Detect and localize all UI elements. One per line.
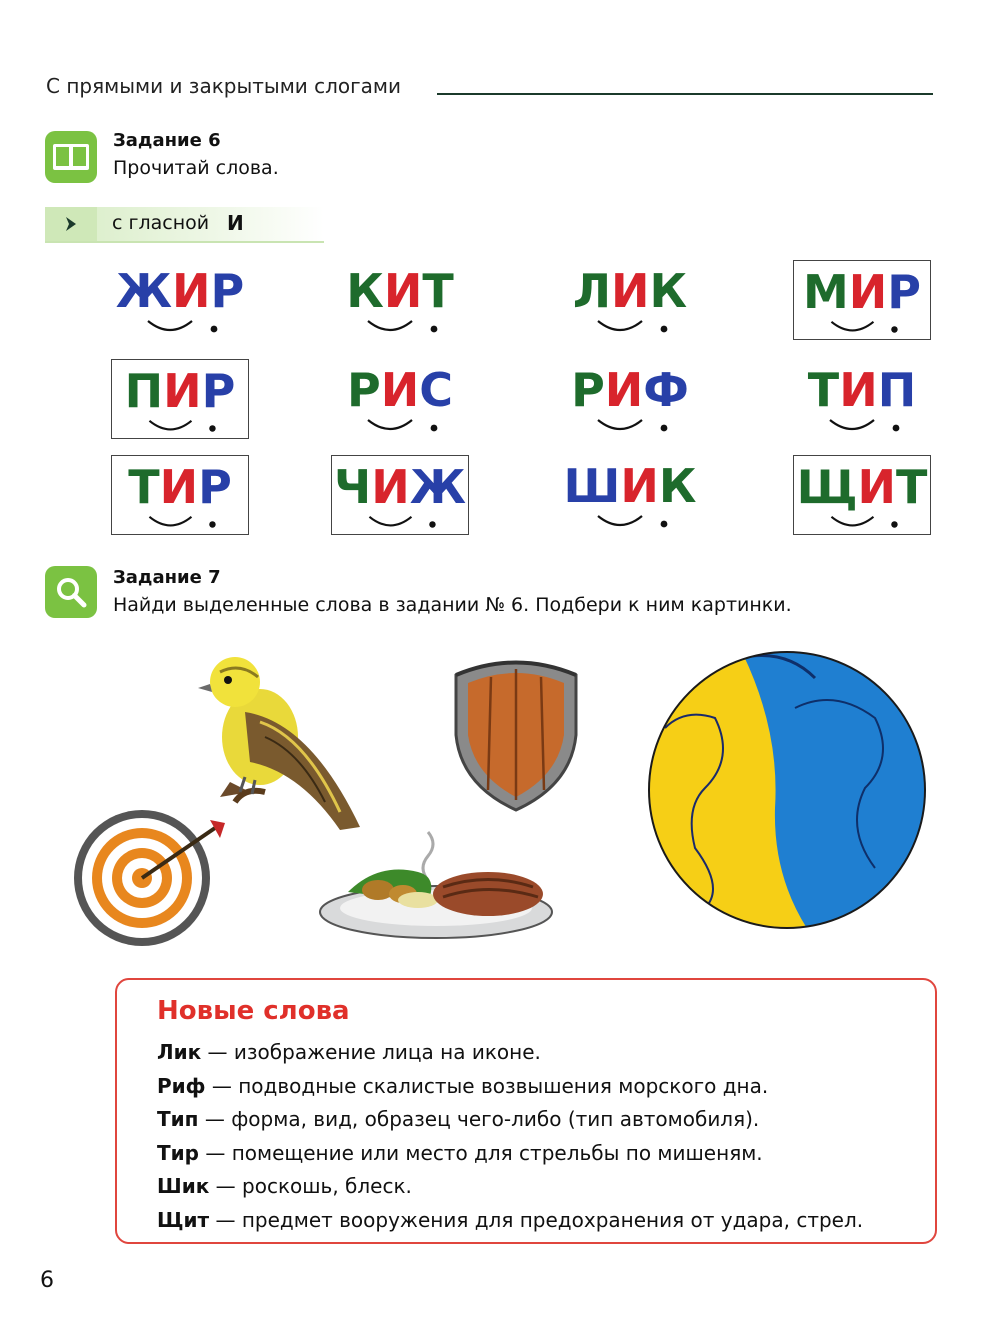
consonant-dot — [209, 521, 215, 527]
word-card-12 — [793, 455, 931, 535]
syllable-arc — [598, 516, 642, 525]
word-letter: И — [857, 460, 897, 514]
definition-text: — подводные скалистые возвышения морского дна. — [205, 1073, 769, 1098]
definition-term: Шик — [157, 1174, 210, 1198]
word-letter: И — [620, 459, 659, 513]
word-letter: Ш — [563, 459, 621, 513]
new-words-title: Новые слова — [157, 996, 350, 1026]
syllable-marks — [350, 513, 450, 534]
word-card-2 — [331, 260, 469, 340]
word-letter: Т — [422, 264, 454, 318]
task7-title: Задание 7 — [113, 567, 221, 588]
syllable-marks — [580, 416, 680, 438]
word-letters — [808, 364, 916, 416]
definition-text: — помещение или место для стрельбы по мишеням. — [198, 1140, 763, 1165]
definition-row — [157, 1174, 412, 1198]
vowel-letter: И — [227, 211, 244, 235]
word-letter: Р — [201, 364, 236, 418]
syllable-arc — [368, 420, 412, 429]
consonant-dot — [891, 521, 897, 527]
word-letter: И — [604, 363, 644, 417]
word-letters — [803, 266, 921, 318]
consonant-dot — [661, 425, 668, 432]
shield-illustration[interactable] — [446, 655, 586, 815]
word-letter: И — [163, 364, 202, 418]
consonant-dot — [429, 521, 435, 527]
word-letter: И — [383, 264, 423, 318]
word-letters — [571, 364, 689, 416]
word-letters — [346, 265, 454, 317]
syllable-arc — [831, 322, 873, 331]
definition-text: — форма, вид, образец чего-либо (тип автомобиля). — [198, 1107, 760, 1131]
word-letter: И — [839, 363, 878, 417]
word-letters — [573, 265, 687, 317]
target-illustration[interactable] — [70, 808, 230, 948]
definition-row — [157, 1040, 541, 1064]
word-letter: Т — [896, 460, 928, 514]
definition-term: Лик — [157, 1040, 202, 1064]
syllable-marks — [812, 416, 912, 438]
word-letters — [125, 365, 236, 417]
word-card-3 — [561, 260, 699, 340]
word-letters — [564, 460, 697, 512]
syllable-arc — [830, 420, 874, 429]
definition-term: Щит — [157, 1207, 210, 1232]
definition-row — [157, 1208, 863, 1232]
word-card-5 — [111, 359, 249, 439]
word-letter: Р — [347, 363, 381, 417]
word-letter: И — [380, 363, 420, 417]
definition-text: — роскошь, блеск. — [209, 1174, 412, 1198]
word-letters — [116, 265, 245, 317]
word-letter: К — [658, 459, 697, 513]
word-letter: К — [649, 264, 688, 318]
word-letters — [128, 461, 232, 513]
definition-text: — изображение лица на иконе. — [201, 1040, 541, 1064]
word-letter: И — [371, 460, 410, 514]
word-letter: Л — [572, 264, 612, 318]
syllable-marks — [580, 512, 680, 534]
word-card-9 — [111, 455, 249, 535]
consonant-dot — [431, 425, 438, 432]
food-plate-illustration[interactable] — [318, 822, 558, 942]
task6-text: Прочитай слова. — [113, 157, 279, 179]
word-letter: Ж — [115, 264, 173, 318]
word-card-11 — [561, 455, 699, 535]
syllable-arc — [149, 421, 191, 430]
definition-term: Тир — [157, 1140, 199, 1165]
definition-term: Тип — [157, 1107, 199, 1131]
definition-row — [157, 1141, 763, 1165]
syllable-marks — [130, 317, 230, 339]
consonant-dot — [891, 326, 897, 332]
word-letter: Р — [210, 264, 245, 318]
consonant-dot — [431, 326, 438, 333]
syllable-arc — [368, 321, 412, 330]
word-letter: Т — [807, 363, 840, 417]
section-title: С прямыми и закрытыми слогами — [46, 74, 402, 98]
vowel-label: с гласной — [112, 212, 210, 234]
word-letter: К — [346, 264, 384, 318]
task7-text: Найди выделенные слова в задании № 6. Подбери к ним картинки. — [113, 594, 792, 616]
word-card-7 — [561, 359, 699, 439]
word-card-1 — [111, 260, 249, 340]
definition-row — [157, 1107, 759, 1131]
consonant-dot — [211, 326, 218, 333]
word-letter: Ч — [334, 460, 372, 514]
word-letter: Р — [887, 265, 921, 319]
consonant-dot — [661, 326, 668, 333]
syllable-arc — [598, 420, 642, 429]
word-letters — [334, 461, 466, 513]
word-letter: С — [419, 363, 453, 417]
definition-text: — предмет вооружения для предохранения от удара, стрел. — [209, 1207, 864, 1232]
word-letter: И — [159, 460, 199, 514]
syllable-marks — [350, 416, 450, 438]
word-letter: Ж — [409, 460, 466, 514]
word-letter: И — [848, 265, 888, 319]
syllable-marks — [130, 417, 230, 438]
syllable-marks — [580, 317, 680, 339]
consonant-dot — [209, 425, 215, 431]
word-letter: П — [124, 364, 164, 418]
globe-illustration[interactable] — [645, 648, 930, 933]
word-letter: И — [611, 264, 650, 318]
syllable-marks — [812, 513, 912, 534]
syllable-arc — [598, 321, 642, 330]
definition-row — [157, 1074, 768, 1098]
word-letter: М — [803, 265, 849, 319]
syllable-marks — [812, 318, 912, 339]
syllable-arc — [831, 517, 873, 526]
consonant-dot — [893, 425, 900, 432]
syllable-marks — [350, 317, 450, 339]
word-letter: Р — [198, 460, 232, 514]
book-icon — [45, 131, 97, 183]
word-card-10 — [331, 455, 469, 535]
word-card-6 — [331, 359, 469, 439]
syllable-arc — [149, 517, 191, 526]
word-card-8 — [793, 359, 931, 439]
word-letter: И — [172, 264, 211, 318]
word-letter: Щ — [796, 460, 858, 514]
definition-term: Риф — [157, 1073, 206, 1098]
word-letters — [797, 461, 928, 513]
word-letter: Т — [128, 460, 160, 514]
page-number: 6 — [40, 1268, 54, 1293]
syllable-marks — [130, 513, 230, 534]
consonant-dot — [661, 521, 668, 528]
task6-title: Задание 6 — [113, 130, 221, 151]
word-letters — [347, 364, 453, 416]
word-letter: Р — [571, 363, 605, 417]
word-letter: Ф — [643, 363, 689, 417]
magnifier-icon — [45, 566, 97, 618]
syllable-arc — [148, 321, 192, 330]
arrow-right-icon — [45, 207, 97, 241]
word-letter: П — [877, 363, 917, 417]
word-card-4 — [793, 260, 931, 340]
header-rule — [437, 93, 933, 95]
syllable-arc — [369, 517, 411, 526]
